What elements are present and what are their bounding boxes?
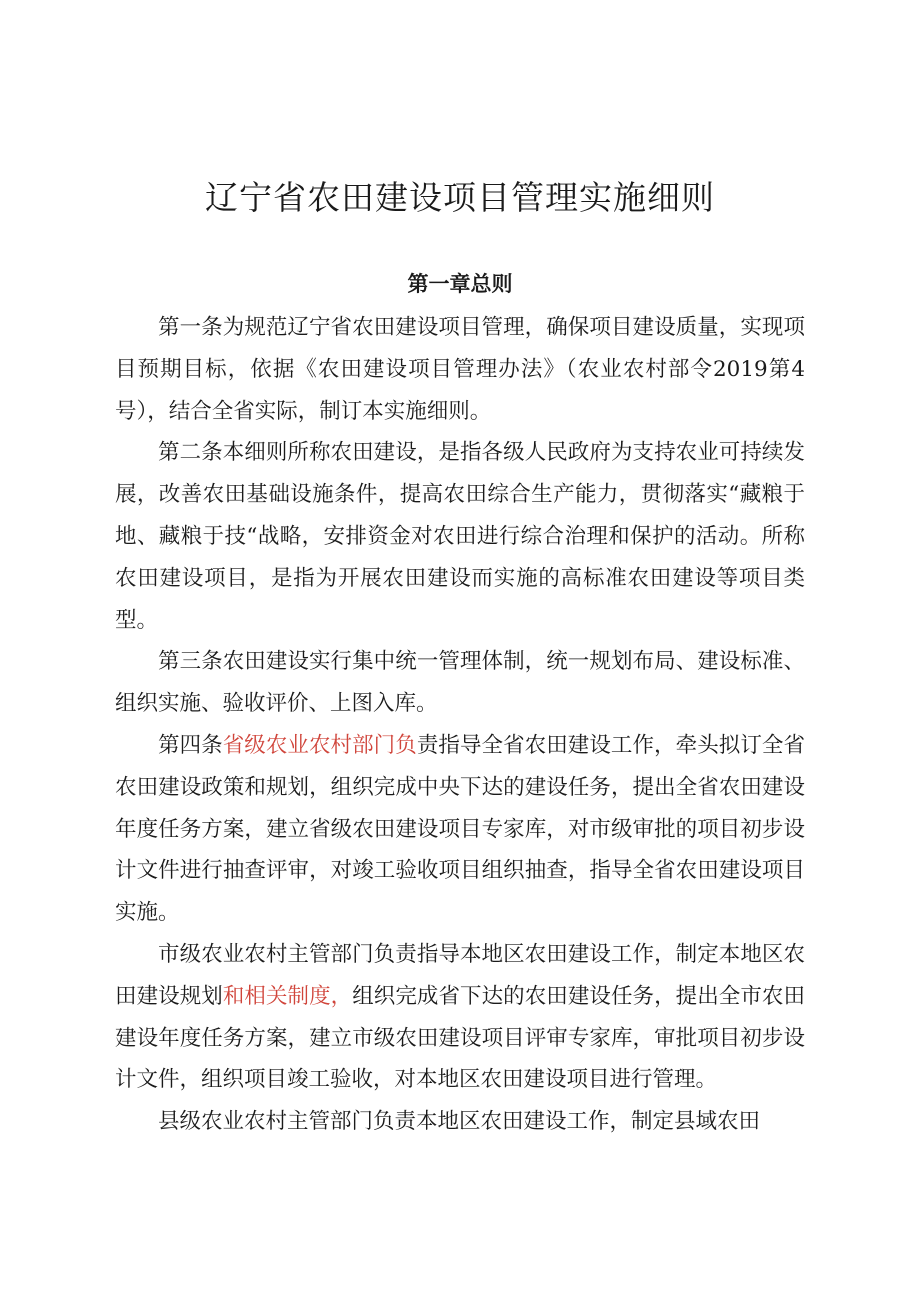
article-3-paragraph: 第三条农田建设实行集中统一管理体制，统一规划布局、建设标准、组织实施、验收评价、上图入库。 <box>115 649 805 717</box>
article-4-rest: 责指导全省农田建设工作，牵头拟订全省农田建设政策和规划，组织完成中央下达的建设任务，提出全省农田建设年度任务方案，建立省级农田建设项目专家库，对市级审批的项目初步设计文件进行抽查评审，对竣工验收项目组织抽查，指导全省农田建设项目实施。 <box>115 732 805 926</box>
municipal-duties-paragraph <box>115 934 805 1101</box>
highlighted-text: 和相关制度， <box>222 983 353 1009</box>
article-4-lead: 第四条 <box>158 732 223 758</box>
document-body <box>115 307 805 1143</box>
article-1-paragraph: 第一条为规范辽宁省农田建设项目管理，确保项目建设质量，实现项目预期目标，依据《农田建设项目管理办法》（农业农村部令2019第4号），结合全省实际，制订本实施细则。 <box>115 315 805 424</box>
municipal-duties-lead: 市级农业农村主管部门负责指导本地区农田建设工作，制定本地区农田建设规划 <box>115 941 805 1009</box>
county-duties-paragraph: 县级农业农村主管部门负责本地区农田建设工作，制定县域农田 <box>158 1109 761 1135</box>
document-title: 辽宁省农田建设项目管理实施细则 <box>205 178 715 217</box>
municipal-duties-rest: 组织完成省下达的农田建设任务，提出全市农田建设年度任务方案，建立市级农田建设项目评审专家库，审批项目初步设计文件，组织项目竣工验收，对本地区农田建设项目进行管理。 <box>115 983 805 1093</box>
article-4-paragraph <box>115 725 805 934</box>
chapter-heading: 第一章总则 <box>407 272 513 296</box>
article-2-paragraph: 第二条本细则所称农田建设，是指各级人民政府为支持农业可持续发展，改善农田基础设施条件，提高农田综合生产能力，贯彻落实“藏粮于地、藏粮于技“战略，安排资金对农田进行综合治理和保护的活动。所称农田建设项目，是指为开展农田建设而实施的高标准农田建设等项目类型。 <box>115 440 805 633</box>
highlighted-text: 省级农业农村部门负 <box>222 732 417 758</box>
